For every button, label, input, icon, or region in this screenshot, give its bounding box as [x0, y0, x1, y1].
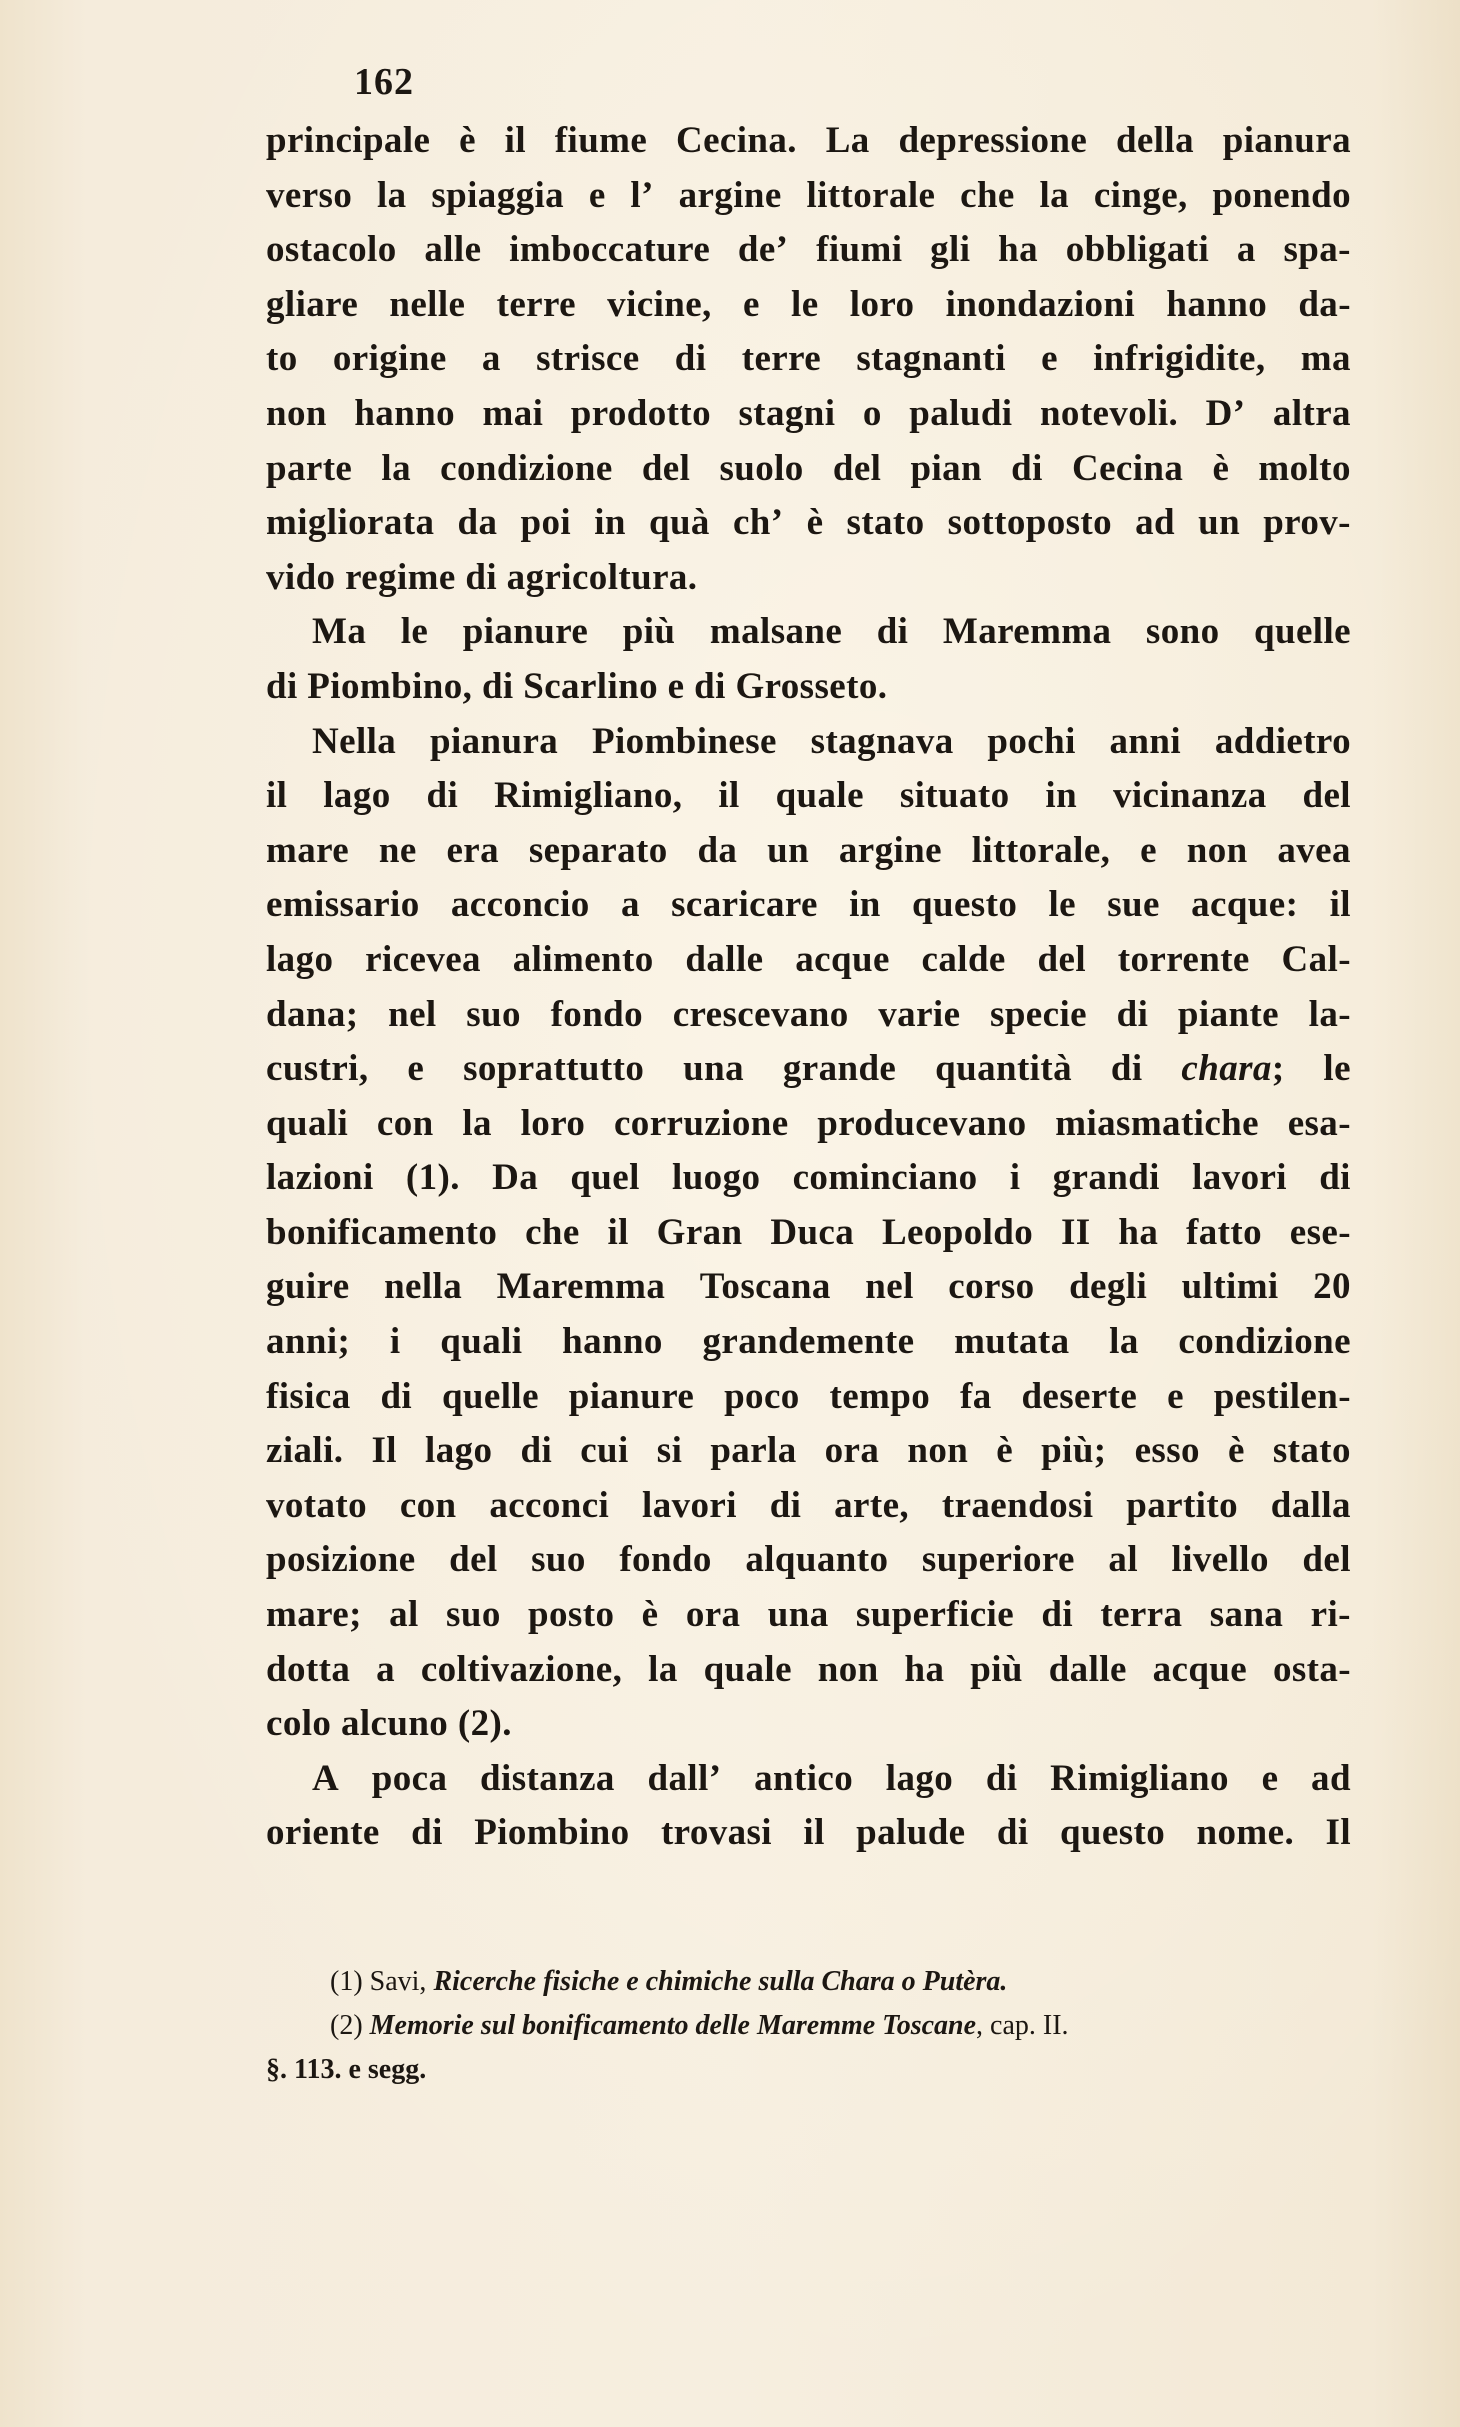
text-line: to origine a strisce di terre stagnanti e infrigidite, ma	[266, 338, 1351, 380]
footnote-2-continuation	[266, 2048, 1351, 2092]
text-line: posizione del suo fondo alquanto superiore al livello del	[266, 1539, 1351, 1581]
text-line: vido regime di agricoltura.	[266, 556, 698, 598]
text-line: emissario acconcio a scaricare in questo le sue acque: il	[266, 884, 1351, 926]
text-line: ziali. Il lago di cui si parla ora non è più; esso è stato	[266, 1430, 1351, 1472]
text-line: custri, e soprattutto una grande quantità di chara; le	[266, 1048, 1351, 1090]
footnote-2-continuation-text: §. 113. e segg.	[266, 2054, 427, 2085]
text-line: il lago di Rimigliano, il quale situato in vicinanza del	[266, 775, 1351, 817]
text-line: bonificamento che il Gran Duca Leopoldo II ha fatto ese-	[266, 1211, 1351, 1253]
text-line: Nella pianura Piombinese stagnava pochi anni addietro	[312, 720, 1351, 762]
footnotes	[266, 1960, 1351, 2092]
text-line: oriente di Piombino trovasi il palude di questo nome. Il	[266, 1812, 1351, 1854]
text-line: mare; al suo posto è ora una superficie di terra sana ri-	[266, 1594, 1351, 1636]
page-number: 162	[354, 61, 414, 103]
text-line: guire nella Maremma Toscana nel corso degli ultimi 20	[266, 1266, 1351, 1308]
text-line: votato con acconci lavori di arte, traendosi partito dalla	[266, 1484, 1351, 1526]
text-line: lazioni (1). Da quel luogo cominciano i grandi lavori di	[266, 1157, 1351, 1199]
footnote-1-title: Ricerche fisiche e chimiche sulla Chara o Putèra.	[433, 1966, 1008, 1997]
text-line: colo alcuno (2).	[266, 1703, 512, 1745]
text-line: dotta a coltivazione, la quale non ha più dalle acque osta-	[266, 1648, 1351, 1690]
text-line: mare ne era separato da un argine littorale, e non avea	[266, 829, 1351, 871]
text-line: A poca distanza dall’ antico lago di Rimigliano e ad	[312, 1757, 1351, 1799]
text-line: quali con la loro corruzione producevano miasmatiche esa-	[266, 1102, 1351, 1144]
text-line: anni; i quali hanno grandemente mutata la condizione	[266, 1321, 1351, 1363]
text-line: ostacolo alle imboccature de’ fiumi gli ha obbligati a spa-	[266, 229, 1351, 271]
text-line: migliorata da poi in quà ch’ è stato sottoposto ad un prov-	[266, 502, 1351, 544]
text-line: gliare nelle terre vicine, e le loro inondazioni hanno da-	[266, 283, 1351, 325]
footnote-1-author: Savi,	[369, 1966, 427, 1997]
text-line: non hanno mai prodotto stagni o paludi notevoli. D’ altra	[266, 392, 1351, 434]
text-line: parte la condizione del suolo del pian di Cecina è molto	[266, 447, 1351, 489]
text-line: di Piombino, di Scarlino e di Grosseto.	[266, 665, 888, 707]
text-line: verso la spiaggia e l’ argine littorale che la cinge, ponendo	[266, 174, 1351, 216]
footnote-1-marker: (1)	[330, 1966, 363, 1997]
footnote-2	[266, 2004, 1351, 2048]
text-line: fisica di quelle pianure poco tempo fa deserte e pestilen-	[266, 1375, 1351, 1417]
text-line: principale è il fiume Cecina. La depressione della pianura	[266, 120, 1351, 161]
text-line: dana; nel suo fondo crescevano varie specie di piante la-	[266, 993, 1351, 1035]
footnote-2-marker: (2)	[330, 2010, 363, 2041]
footnote-1	[266, 1960, 1351, 2004]
body-text	[266, 114, 1351, 1861]
footnote-2-title: Memorie sul bonificamento delle Maremme Toscane	[369, 2010, 977, 2041]
text-line: Ma le pianure più malsane di Maremma sono quelle	[312, 611, 1351, 653]
text-line: lago ricevea alimento dalle acque calde del torrente Cal-	[266, 938, 1351, 980]
footnote-2-tail: , cap. II.	[976, 2010, 1069, 2041]
